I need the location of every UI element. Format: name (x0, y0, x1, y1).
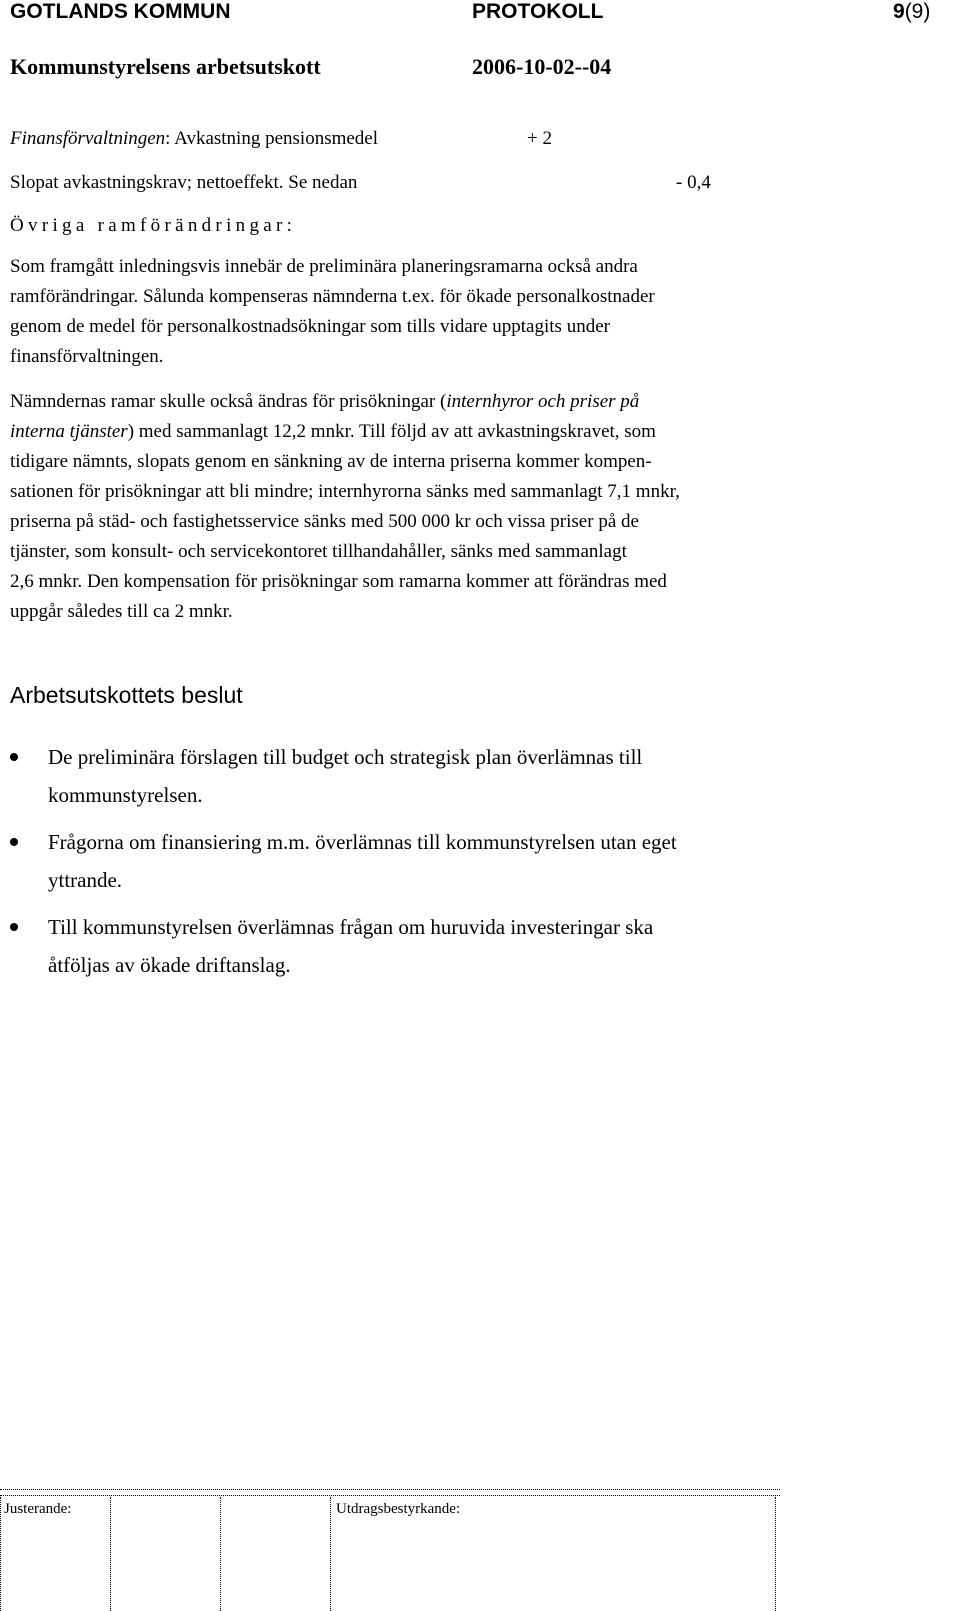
footer-divider (0, 1489, 780, 1490)
paragraph-2-text: Nämndernas ramar skulle också ändras för prisökningar ( (10, 391, 447, 412)
paragraph-2-line: tidigare nämnts, slopats genom en sänkning av de interna priserna kommer kompen- (10, 451, 652, 472)
bullet-dot-icon (10, 753, 18, 761)
bullet-line: Till kommunstyrelsen överlämnas frågan om huruvida investeringar ska (48, 915, 654, 939)
item-finans-value: + 2 (527, 128, 552, 149)
committee-name: Kommunstyrelsens arbetsutskott (10, 54, 321, 79)
section-label: Övriga ramförändringar: (10, 215, 297, 236)
bullet-dot-icon (10, 923, 18, 931)
page-current: 9 (893, 0, 905, 23)
footer-divider (0, 1495, 780, 1496)
meeting-date: 2006-10-02--04 (472, 54, 612, 79)
paragraph-2-line: tjänster, som konsult- och servicekontoret tillhandahåller, sänks med sammanlagt (10, 541, 627, 562)
doc-type: PROTOKOLL (472, 0, 604, 23)
paragraph-2 (10, 387, 810, 627)
decision-bullet-1 (10, 738, 840, 814)
paragraph-2-text: ) med sammanlagt 12,2 mnkr. Till följd av att avkastningskravet, som (127, 421, 656, 442)
justerande-label: Justerande: (4, 1501, 72, 1517)
bullet-line: kommunstyrelsen. (48, 783, 203, 807)
bullet-line: De preliminära förslagen till budget och strategisk plan överlämnas till (48, 745, 643, 769)
signature-footer (0, 1489, 780, 1611)
paragraph-2-line: sationen för prisökningar att bli mindre; internhyrorna sänks med sammanlagt 7,1 mnkr, (10, 481, 680, 502)
org-name: GOTLANDS KOMMUN (10, 0, 231, 23)
item-slopat-label: Slopat avkastningskrav; nettoeffekt. Se nedan (10, 172, 358, 193)
bullet-line: yttrande. (48, 868, 123, 892)
item-slopat-value: - 0,4 (676, 172, 711, 193)
utdragsbestyrkande-label: Utdragsbestyrkande: (336, 1501, 461, 1517)
footer-divider (110, 1497, 111, 1611)
paragraph-1-line: ramförändringar. Sålunda kompenseras nämnderna t.ex. för ökade personalkostnader (10, 286, 655, 307)
footer-divider (330, 1497, 331, 1611)
decision-heading: Arbetsutskottets beslut (10, 682, 243, 708)
bullet-line: åtföljas av ökade driftanslag. (48, 953, 291, 977)
page-number (893, 0, 930, 24)
decision-bullet-3 (10, 908, 840, 984)
paragraph-2-italic: interna tjänster (10, 421, 128, 442)
bullet-dot-icon (10, 838, 18, 846)
paragraph-1-line: finansförvaltningen. (10, 346, 164, 367)
item-finans-label: : Avkastning pensionsmedel (165, 128, 379, 149)
footer-divider (220, 1497, 221, 1611)
paragraph-2-line: uppgår således till ca 2 mnkr. (10, 601, 233, 622)
paragraph-2-line (10, 387, 810, 417)
item-finans (10, 123, 378, 154)
paragraph-1-line: genom de medel för personalkostnadsökningar som tills vidare upptagits under (10, 316, 610, 337)
bullet-line: Frågorna om finansiering m.m. överlämnas till kommunstyrelsen utan eget (48, 830, 677, 854)
paragraph-2-italic: internhyror och priser på (446, 391, 640, 412)
paragraph-2-line (10, 417, 810, 447)
paragraph-2-line: 2,6 mnkr. Den kompensation för prisökningar som ramarna kommer att förändras med (10, 571, 667, 592)
paragraph-2-line: priserna på städ- och fastighetsservice sänks med 500 000 kr och vissa priser på de (10, 511, 639, 532)
page-total: (9) (904, 0, 931, 23)
footer-divider (0, 1497, 1, 1611)
item-finans-label-italic: Finansförvaltningen (10, 128, 166, 149)
footer-divider (775, 1497, 776, 1611)
paragraph-1 (10, 252, 810, 372)
paragraph-1-line: Som framgått inledningsvis innebär de preliminära planeringsramarna också andra (10, 256, 638, 277)
decision-bullet-2 (10, 823, 840, 899)
